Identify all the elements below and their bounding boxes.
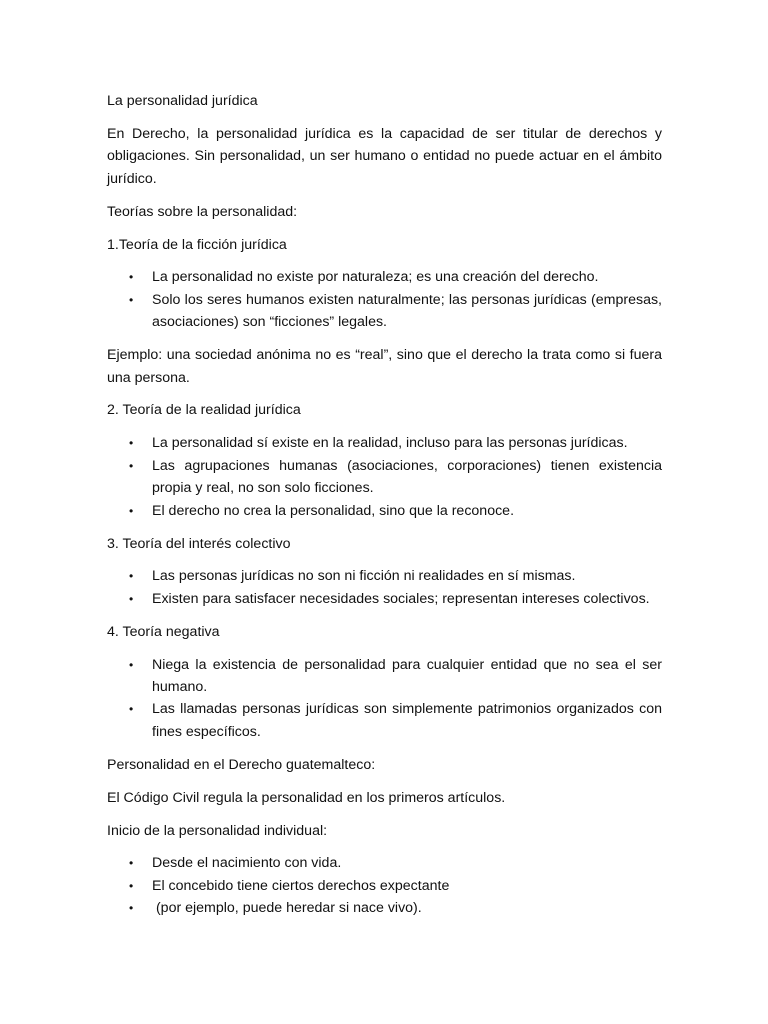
bullet-icon: • — [129, 657, 134, 672]
bullet-icon: • — [129, 292, 134, 307]
bullet-icon: • — [129, 436, 134, 451]
list-item: • Desde el nacimiento con vida. — [107, 852, 662, 874]
intro-paragraph: En Derecho, la personalidad jurídica es la capacidad de ser titular de derechos y obligaciones. Sin personalidad, un ser humano o entidad no puede actuar en el ámbito jurídico. — [107, 125, 662, 187]
bullet-icon: • — [129, 503, 134, 518]
list-item: • El concebido tiene ciertos derechos expectante — [107, 875, 662, 897]
theory-1-list — [107, 266, 662, 333]
document-title: La personalidad jurídica — [107, 93, 258, 109]
inicio-heading: Inicio de la personalidad individual: — [107, 822, 328, 839]
bullet-icon: • — [129, 702, 134, 717]
inicio-list — [107, 852, 662, 919]
list-item: • Las agrupaciones humanas (asociaciones, corporaciones) tienen existencia propia y real, no son solo ficciones. — [107, 455, 662, 500]
bullet-icon: • — [129, 569, 134, 584]
list-item: • Las llamadas personas jurídicas son simplemente patrimonios organizados con fines específicos. — [107, 698, 662, 743]
guatemala-heading: Personalidad en el Derecho guatemalteco: — [107, 756, 376, 773]
theory-2-list — [107, 432, 662, 522]
bullet-icon: • — [129, 856, 134, 871]
list-item: • La personalidad no existe por naturaleza; es una creación del derecho. — [107, 266, 662, 288]
list-item: • Niega la existencia de personalidad para cualquier entidad que no sea el ser humano. — [107, 654, 662, 699]
theory-1-heading: 1.Teoría de la ficción jurídica — [107, 236, 287, 253]
list-item: • La personalidad sí existe en la realidad, incluso para las personas jurídicas. — [107, 432, 662, 454]
bullet-icon: • — [129, 591, 134, 606]
list-item: • Existen para satisfacer necesidades sociales; representan intereses colectivos. — [107, 588, 662, 610]
list-item: • (por ejemplo, puede heredar si nace vivo). — [107, 897, 662, 919]
theory-4-list — [107, 654, 662, 744]
theory-1-example: Ejemplo: una sociedad anónima no es “real”, sino que el derecho la trata como si fuera una persona. — [107, 347, 662, 386]
document-page — [107, 90, 662, 930]
theory-3-heading: 3. Teoría del interés colectivo — [107, 535, 291, 552]
theory-3-list — [107, 565, 662, 610]
list-item: • El derecho no crea la personalidad, sino que la reconoce. — [107, 500, 662, 522]
list-item: • Solo los seres humanos existen naturalmente; las personas jurídicas (empresas, asociaciones) son “ficciones” legales. — [107, 289, 662, 334]
bullet-icon: • — [129, 878, 134, 893]
bullet-icon: • — [129, 901, 134, 916]
theories-heading: Teorías sobre la personalidad: — [107, 203, 298, 220]
bullet-icon: • — [129, 458, 134, 473]
codigo-civil-paragraph: El Código Civil regula la personalidad en los primeros artículos. — [107, 789, 506, 806]
theory-4-heading: 4. Teoría negativa — [107, 623, 220, 640]
list-item: • Las personas jurídicas no son ni ficción ni realidades en sí mismas. — [107, 565, 662, 587]
theory-2-heading: 2. Teoría de la realidad jurídica — [107, 402, 301, 419]
bullet-icon: • — [129, 270, 134, 285]
